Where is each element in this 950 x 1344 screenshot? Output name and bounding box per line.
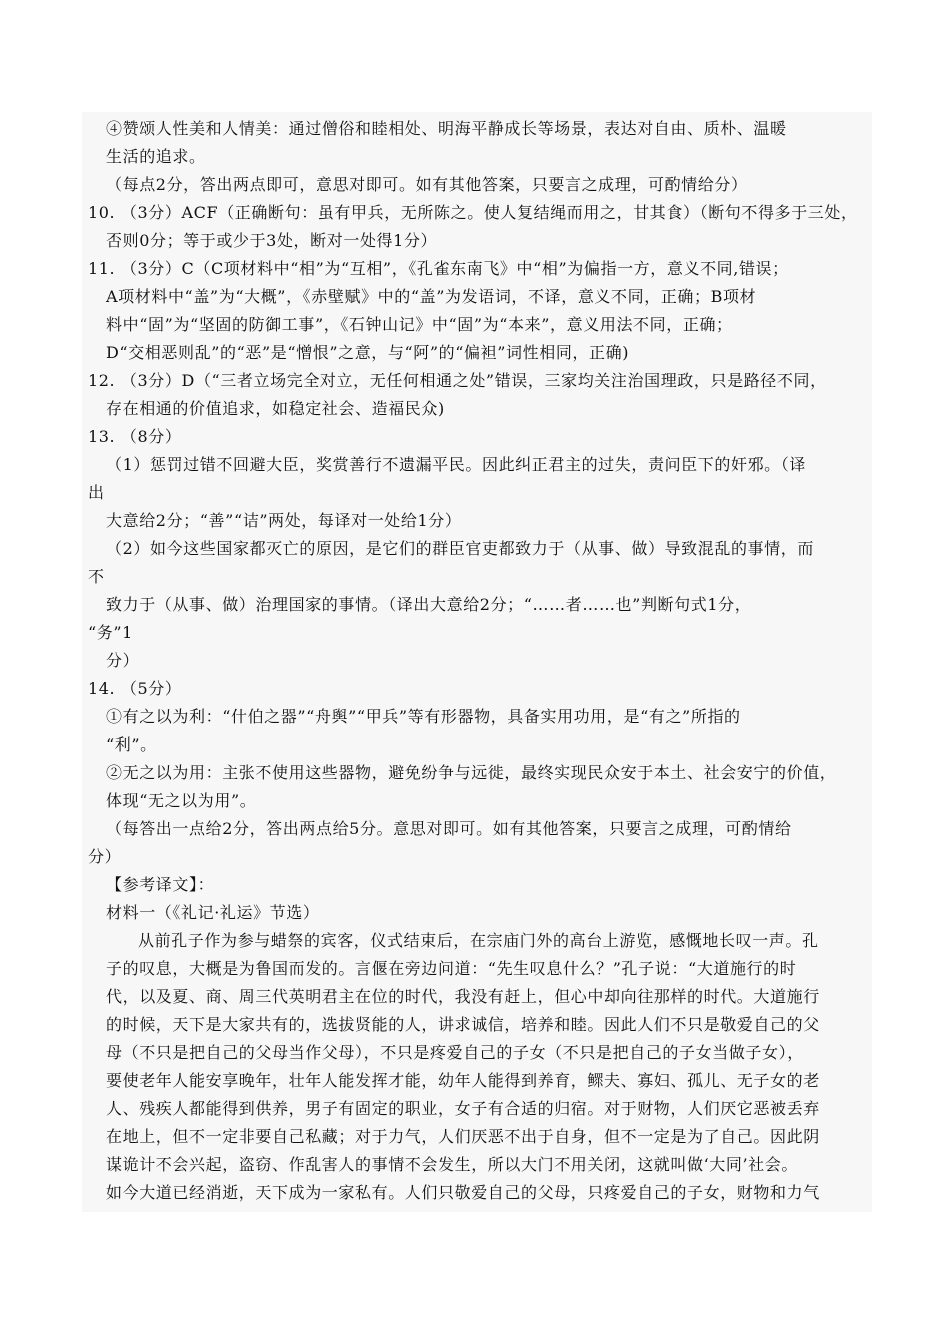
text-line: （每点2分，答出两点即可，意思对即可。如有其他答案，只要言之成理，可酌情给分）	[106, 175, 748, 194]
text-line: 14. （5分）	[88, 679, 182, 698]
text-line: 的时候，天下是大家共有的，选拔贤能的人，讲求诚信，培养和睦。因此人们不只是敬爱自己的父	[106, 1015, 820, 1034]
text-line: “务”1	[88, 623, 133, 642]
text-line: 母（不只是把自己的父母当作父母），不只是疼爱自己的子女（不只是把自己的子女当做子女），	[106, 1043, 804, 1062]
section-heading: 【参考译文】：	[106, 875, 215, 894]
text-line: 11. （3分）C（C项材料中“相”为“互相”，《孔雀东南飞》中“相”为偏指一方，意义不同,错误；	[88, 259, 789, 278]
text-line: 生活的追求。	[106, 147, 206, 166]
text-line: ①有之以为利：“什伯之器”“舟舆”“甲兵”等有形器物，具备实用功用，是“有之”所指的	[106, 707, 741, 726]
text-line: 否则0分；等于或少于3处，断对一处得1分）	[106, 231, 438, 250]
text-line: 代，以及夏、商、周三代英明君主在位的时代，我没有赶上，但心中却向往那样的时代。大道施行	[106, 987, 820, 1006]
text-line: （1）惩罚过错不回避大臣，奖赏善行不遗漏平民。因此纠正君主的过失，责问臣下的奸邪。（译	[106, 455, 806, 474]
text-line: 在地上，但不一定非要自己私藏；对于力气，人们厌恶不出于自身，但不一定是为了自己。因此阴	[106, 1127, 820, 1146]
text-line: 要使老年人能安享晚年，壮年人能发挥才能，幼年人能得到养育，鳏夫、寡妇、孤儿、无子女的老	[106, 1071, 820, 1090]
text-line: 12. （3分）D（“三者立场完全对立，无任何相通之处”错误，三家均关注治国理政，只是路径不同，	[88, 371, 827, 390]
text-line: （2）如今这些国家都灭亡的原因，是它们的群臣官吏都致力于（从事、做）导致混乱的事情，而	[106, 539, 814, 558]
text-line: （每答出一点给2分，答出两点给5分。意思对即可。如有其他答案，只要言之成理，可酌情给	[106, 819, 792, 838]
text-line: 分）	[106, 651, 140, 670]
text-line: 子的叹息，大概是为鲁国而发的。言偃在旁边问道：“先生叹息什么？”孔子说：“大道施行的时	[106, 959, 797, 978]
text-line: 体现“无之以为用”。	[106, 791, 257, 810]
text-line: ④赞颂人性美和人情美：通过僧俗和睦相处、明海平静成长等场景，表达对自由、质朴、温暖	[106, 119, 787, 138]
text-line: 分）	[88, 847, 122, 866]
text-line: 出	[88, 483, 105, 502]
text-line: 10. （3分）ACF（正确断句：虽有甲兵，无所陈之。使人复结绳而用之，甘其食）（断句不得多于三处，	[88, 203, 858, 222]
text-line: 如今大道已经消逝，天下成为一家私有。人们只敬爱自己的父母，只疼爱自己的子女，财物和力气	[106, 1183, 820, 1202]
text-line: 13. （8分）	[88, 427, 182, 446]
text-line: 材料一（《礼记·礼运》节选）	[106, 903, 320, 922]
text-line: 致力于（从事、做）治理国家的事情。（译出大意给2分；“……者……也”判断句式1分，	[106, 595, 752, 614]
text-line: 料中“固”为“坚固的防御工事”，《石钟山记》中“固”为“本来”，意义用法不同，正确；	[106, 315, 733, 334]
text-line: 大意给2分；“善”“诘”两处，每译对一处给1分）	[106, 511, 462, 530]
text-line: D“交相恶则乱”的“恶”是“憎恨”之意，与“阿”的“偏袒”词性相同，正确)	[106, 343, 630, 362]
text-line: 存在相通的价值追求，如稳定社会、造福民众)	[106, 399, 445, 418]
text-line: 谋诡计不会兴起，盗窃、作乱害人的事情不会发生，所以大门不用关闭，这就叫做‘大同’社会。	[106, 1155, 798, 1174]
text-line: A项材料中“盖”为“大概”，《赤壁赋》中的“盖”为发语词，不译，意义不同，正确；B项材	[106, 287, 757, 306]
text-line: ②无之以为用：主张不使用这些器物，避免纷争与远徙，最终实现民众安于本土、社会安宁的价值，	[106, 763, 837, 782]
text-line: 人、残疾人都能得到供养，男子有固定的职业，女子有合适的归宿。对于财物，人们厌它恶被丢弃	[106, 1099, 820, 1118]
text-line: 从前孔子作为参与蜡祭的宾客，仪式结束后，在宗庙门外的高台上游览，感慨地长叹一声。孔	[138, 931, 819, 950]
text-line: “利”。	[106, 735, 157, 754]
text-line: 不	[88, 567, 105, 586]
